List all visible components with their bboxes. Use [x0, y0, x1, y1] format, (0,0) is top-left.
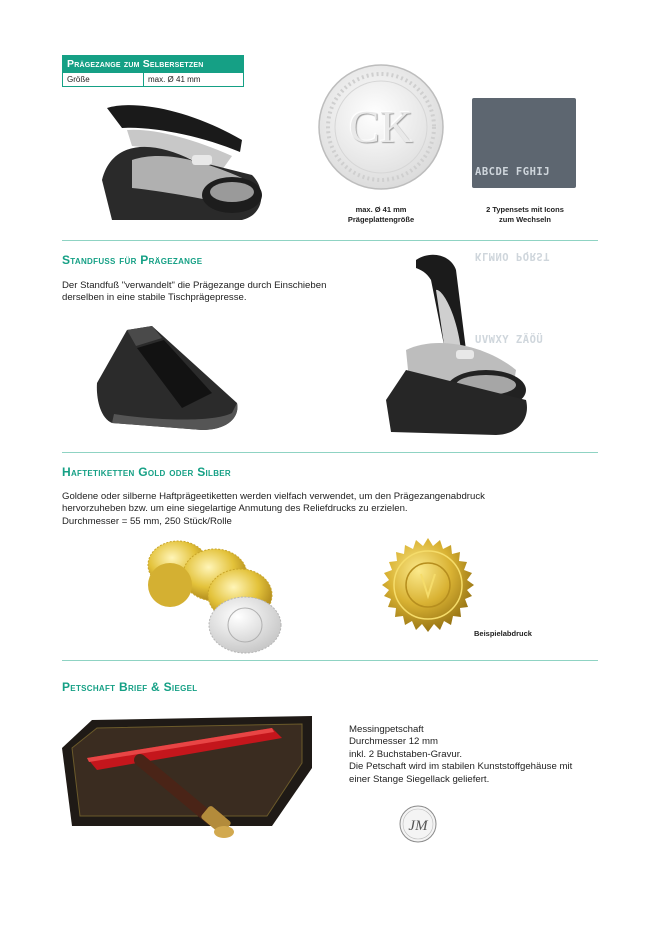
petschaft-text-line: inkl. 2 Buchstaben-Gravur. [349, 748, 463, 760]
divider [62, 240, 598, 241]
gold-seal-example-image [366, 526, 490, 642]
petschaft-text-line: Messingpetschaft [349, 724, 424, 735]
section-heading-petschaft: Petschaft Brief & Siegel [62, 680, 198, 694]
embosser-with-stand-image [376, 250, 536, 440]
typeset-row: UVWXY ZÄÖÜ [475, 334, 544, 346]
caption-example: Beispielabdruck [474, 629, 532, 638]
petschaft-text-line: Die Petschaft wird im stabilen Kunststoffgehäuse mit [349, 761, 573, 773]
caption-seal-line2: Prägeplattengröße [347, 215, 415, 224]
section-heading-standfuss: Standfuss für Prägezange [62, 253, 203, 267]
petschaft-text [349, 724, 609, 786]
typeset-row: ABCDE FGHIJ [475, 166, 551, 178]
haftetiketten-text-line: Durchmesser = 55 mm, 250 Stück/Rolle [62, 515, 232, 527]
haftetiketten-text-line: hervorzuheben bzw. um eine siegelartige Anmutung des Reliefdrucks zu erzielen. [62, 503, 408, 515]
spec-table-row [63, 72, 243, 86]
petschaft-text-line: Durchmesser 12 mm [349, 736, 439, 748]
spec-table-title: Prägezange zum Selbersetzen [63, 56, 243, 72]
caption-typesets-line1: 2 Typensets mit Icons [486, 205, 564, 214]
haftetiketten-text-line: Goldene oder silberne Haftprägeetiketten werden vielfach verwendet, um den Prägezangenabdruck [62, 491, 485, 502]
divider [62, 660, 598, 661]
spec-value: max. Ø 41 mm [148, 75, 201, 84]
petschaft-text-line: einer Stange Siegellack geliefert. [349, 773, 490, 785]
divider [62, 452, 598, 453]
label-rolls-image [140, 535, 310, 655]
haftetiketten-text [62, 491, 582, 528]
spec-table [62, 55, 244, 87]
petschaft-set-image [62, 708, 322, 843]
standfuss-text-line: Der Standfuß "verwandelt" die Prägezange durch Einschieben [62, 280, 327, 291]
standfuss-text [62, 280, 362, 305]
caption-typesets-line2: zum Wechseln [499, 215, 551, 224]
caption-seal [318, 205, 444, 225]
caption-typesets [460, 205, 590, 225]
spec-key: Größe [63, 73, 144, 86]
section-heading-haftetiketten: Haftetiketten Gold oder Silber [62, 465, 232, 479]
embosser-pliers-image [92, 100, 272, 230]
stand-base-image [92, 318, 242, 438]
typeset-row: KLMNO PQRST [475, 250, 551, 262]
caption-seal-line1: max. Ø 41 mm [355, 205, 407, 214]
monogram-text: JM [408, 818, 428, 834]
monogram-seal-image [398, 804, 438, 844]
standfuss-text-line: derselben in eine stabile Tischprägepresse. [62, 292, 247, 304]
seal-monogram: CK [349, 101, 413, 152]
